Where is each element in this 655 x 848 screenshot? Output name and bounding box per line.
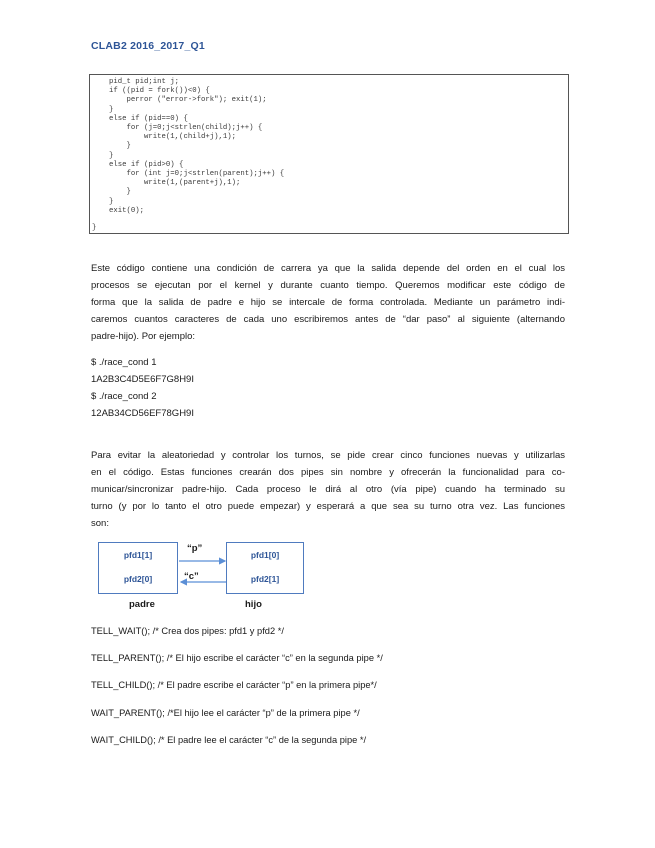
code-line: write(1,(parent+j),1); [109, 179, 241, 188]
parent-box [98, 542, 178, 594]
paragraph-functions-intro: Para evitar la aleatoriedad y controlar los turnos, se pide crear cinco funciones nuevas y utilizarlas en el código. Estas funciones crearán dos pipes sin nombre y ofrecerán la funcionalidad para co- municar/sincronizar padre-hijo. Cada proceso le dirá al otro (vía pipe) cuando ha terminado su turno (y por lo tanto el otro puede empezar) y esperará a que sea su turno otra vez. Las funciones son: [91, 450, 565, 529]
code-line: else if (pid>0) { [109, 160, 184, 169]
function-tell-child: TELL_CHILD(); /* El padre escribe el carácter “p” en la primera pipe*/ [91, 680, 377, 690]
code-line: for (int j=0;j<strlen(parent);j++) { [109, 170, 285, 179]
paragraph-race-condition: Este código contiene una condición de carrera ya que la salida depende del orden en el cual los procesos se ejecutan por el kernel y durante cuanto tiempo. Queremos modificar este código de forma que la salida de padre e hijo se intercale de forma controlada. Mediante un parámetro indi- caremos cuantos caracteres de cada uno escribiremos antes de “dar paso” al siguiente (alternando padre-hijo). Por ejemplo: [91, 263, 565, 342]
example-output-1: 1A2B3C4D5E6F7G8H9I [91, 374, 194, 385]
function-tell-parent: TELL_PARENT(); /* El hijo escribe el carácter “c” en la segunda pipe */ [91, 653, 383, 663]
example-command-1: $ ./race_cond 1 [91, 357, 157, 368]
document-header: CLAB2 2016_2017_Q1 [91, 40, 205, 52]
code-line: for (j=0;j<strlen(child);j++) { [109, 124, 263, 133]
example-output-2: 12AB34CD56EF78GH9I [91, 408, 194, 419]
pipe2-char-label: “c” [184, 571, 199, 582]
parent-pfd2-read-label: pfd2[0] [123, 574, 153, 584]
code-line: write(1,(child+j),1); [109, 133, 236, 142]
code-line: } [109, 188, 131, 197]
child-box [226, 542, 304, 594]
pipe1-char-label: “p” [187, 543, 203, 554]
child-pfd2-write-label: pfd2[1] [250, 574, 280, 584]
child-pfd1-read-label: pfd1[0] [250, 550, 280, 560]
function-wait-parent: WAIT_PARENT(); /*El hijo lee el carácter “p” de la primera pipe */ [91, 708, 360, 718]
code-line: perror ("error->fork"); exit(1); [109, 96, 267, 105]
code-listing [109, 78, 284, 216]
parent-pfd1-write-label: pfd1[1] [123, 550, 153, 560]
code-line: } [109, 197, 114, 206]
code-block [89, 74, 569, 234]
parent-caption: padre [129, 599, 155, 610]
function-wait-child: WAIT_CHILD(); /* El padre lee el carácter “c” de la segunda pipe */ [91, 735, 367, 745]
child-caption: hijo [245, 599, 262, 610]
code-closing-brace: } [92, 224, 97, 232]
code-line: } [109, 105, 114, 114]
code-line: } [109, 151, 114, 160]
example-command-2: $ ./race_cond 2 [91, 391, 157, 402]
code-line: } [109, 142, 131, 151]
code-line: else if (pid==0) { [109, 114, 188, 123]
function-tell-wait: TELL_WAIT(); /* Crea dos pipes: pfd1 y pfd2 */ [91, 626, 284, 636]
code-line: if ((pid = fork())<0) { [109, 87, 210, 96]
code-line: exit(0); [109, 206, 145, 215]
code-line: pid_t pid;int j; [109, 78, 180, 86]
